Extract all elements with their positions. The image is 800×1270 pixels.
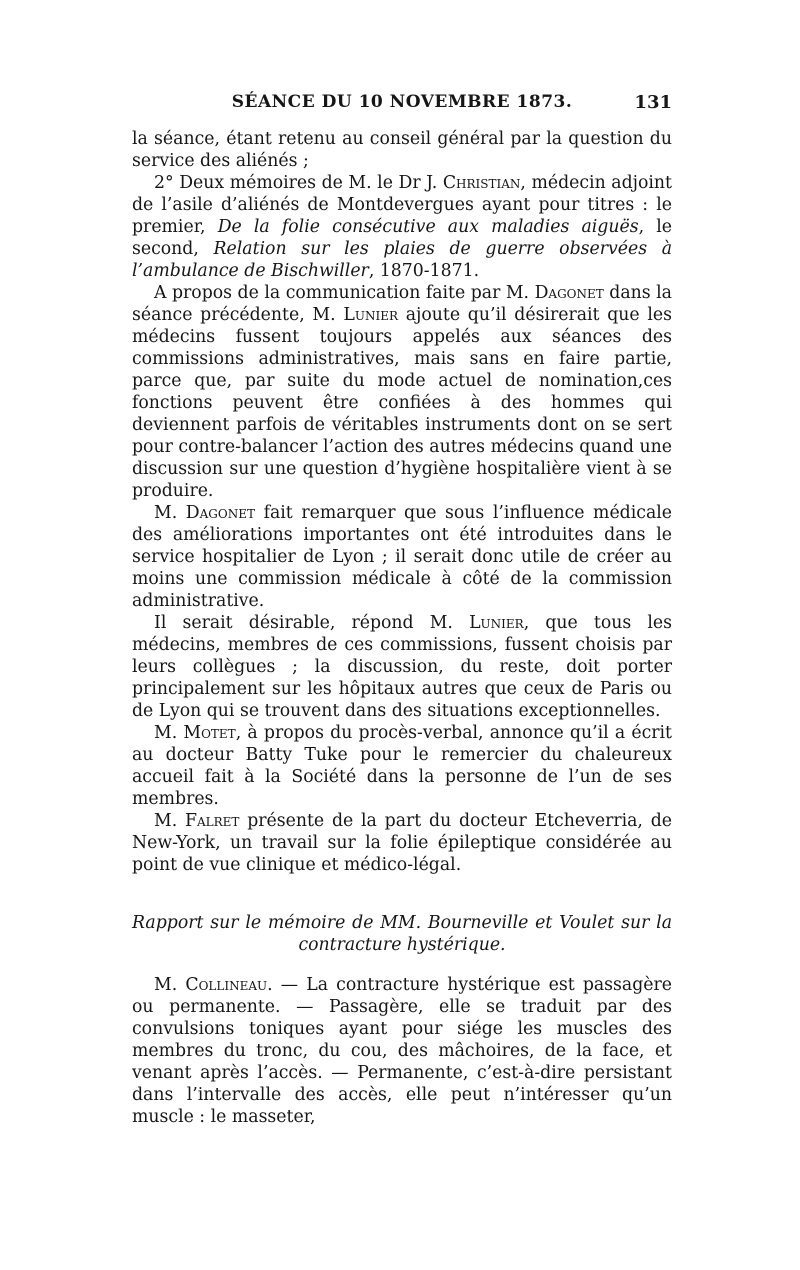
p8-b: . — La contracture hystérique est passagère ou permanente. — Passagère, elle se traduit par des convulsions toniques ayant pour siége les muscles des membres du tronc, du cou, des mâchoires, de la face, et venant après l’accès. — Permanente, c’est-à-dire persistant dans l’intervalle des accès, elle peut n’intéresser qu’un muscle : le masseter, [132, 975, 672, 1127]
p3-b: dans la séance précédente, M. [132, 283, 672, 325]
name-falret: Falret [184, 811, 240, 831]
work-title-2: Relation sur les plaies de guerre observées à l’ambulance de Bischwiller [132, 239, 673, 281]
p5-b: , que tous les médecins, membres de ces commissions, fussent choisis par leurs collègues ; la discussion, du reste, doit porter principalement sur les hôpitaux autres que ceux de Paris ou de Lyon qui se trouvent dans des situations exceptionnelles. [132, 613, 672, 721]
p7-a: M. [154, 811, 185, 831]
p2-b: , médecin adjoint de l’asile d’aliénés de Montdevergues ayant pour titres : le premier, [132, 173, 672, 237]
name-collineau: Collineau [185, 975, 268, 995]
p1-text: la séance, étant retenu au conseil général par la question du service des aliénés ; [132, 129, 672, 171]
paragraph-8 [132, 974, 672, 1128]
section-heading [132, 912, 672, 956]
name-lunier-2: Lunier [469, 613, 524, 633]
section-heading-line-2: contracture hystérique. [298, 935, 506, 955]
p5-a: Il serait désirable, répond M. [154, 613, 470, 633]
author-christian: Christian [442, 173, 521, 193]
name-lunier: Lunier [343, 305, 398, 325]
paragraph-4 [132, 502, 672, 612]
p3-a: A propos de la communication faite par M. [154, 283, 535, 303]
paragraph-6 [132, 722, 672, 810]
p2-d: , 1870-1871. [368, 261, 480, 281]
paragraph-3 [132, 282, 672, 502]
page-number: 131 [634, 92, 672, 113]
paragraph-7 [132, 810, 672, 876]
p4-b: fait remarquer que sous l’influence médicale des améliorations importantes ont été introduites dans le service hospitalier de Lyon ; il serait donc utile de créer au moins une commission médicale à côté de la commission administrative. [132, 503, 672, 611]
p6-b: , à propos du procès-verbal, annonce qu’il a écrit au docteur Batty Tuke pour le remercier du chaleureux accueil fait à la Société dans la personne de l’un de ses membres. [132, 723, 672, 809]
paragraph-5 [132, 612, 672, 722]
work-title-1: De la folie consécutive aux maladies aiguës [217, 217, 639, 237]
name-dagonet: Dagonet [534, 283, 604, 303]
p4-a: M. [154, 503, 186, 523]
p7-b: présente de la part du docteur Etcheverria, de New-York, un travail sur la folie épileptique considérée au point de vue clinique et médico-légal. [132, 811, 672, 875]
name-motet: Motet [183, 723, 236, 743]
page-header [132, 92, 672, 122]
name-dagonet-2: Dagonet [185, 503, 255, 523]
p3-c: ajoute qu’il désirerait que les médecins fussent toujours appelés aux séances des commissions administratives, mais sans en faire partie, parce que, par suite du mode actuel de nomination,ces fonctions peuvent être confiées à des hommes qui deviennent parfois de véritables instruments dont on se sert pour contre-balancer l’action des autres médecins quand une discussion sur une question d’hygiène hospitalière vient à se produire. [132, 305, 672, 501]
paragraph-1 [132, 128, 672, 172]
running-head: SÉANCE DU 10 NOVEMBRE 1873. [231, 92, 573, 112]
p6-a: M. [154, 723, 184, 743]
body-text [132, 128, 672, 1128]
paragraph-2 [132, 172, 672, 282]
section-heading-line-1: Rapport sur le mémoire de MM. Bourneville et Voulet sur la [132, 913, 672, 933]
p2-a: 2° Deux mémoires de M. le Dr J. [154, 173, 443, 193]
p2-c: , le second, [132, 217, 672, 259]
p8-a: M. [154, 975, 186, 995]
